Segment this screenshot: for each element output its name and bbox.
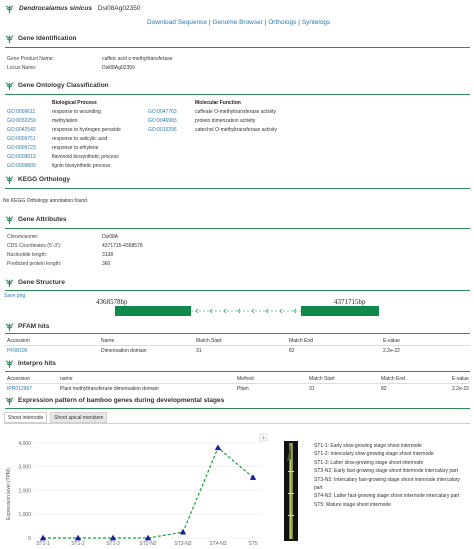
kegg-leaf-icon — [5, 175, 14, 186]
gene-product-value: caffeic acid o-methyltransferase — [102, 56, 173, 62]
orthologs-link[interactable]: Orthologs — [268, 19, 297, 26]
interpro-end-cell: 82 — [381, 386, 387, 392]
nucleotide-length-label: Nucleotide length: — [7, 252, 48, 258]
attributes-title: Gene Attributes — [18, 216, 67, 223]
link-separator: | — [298, 19, 300, 26]
interpro-evalue-cell: 2.2e-22 — [452, 386, 469, 392]
go-bp-id-link[interactable]: GO:0032259 — [7, 118, 36, 124]
y-tick-label: 1,000 — [18, 512, 31, 519]
pfam-evalue-cell: 2.2e-22 — [383, 348, 400, 354]
go-mf-term: protein dimerization activity — [195, 118, 256, 124]
table-divider — [5, 383, 470, 384]
go-bp-term: response to ethylene — [52, 145, 99, 151]
x-tick-label: ST3-N2 — [174, 541, 192, 547]
protein-length-label: Predicted protein length: — [7, 261, 62, 267]
x-tick-label: ST2-N2 — [139, 541, 157, 547]
go-bp-id-link[interactable]: GO:0009611 — [7, 109, 36, 115]
legend-item: ST1-2: Intercalary slow-growing stage shoot internode — [314, 451, 434, 458]
legend-item: ST3-N2: Early fast-growing stage shoot internode intercalary part — [314, 468, 458, 475]
bp-header: Biological Process — [52, 100, 97, 106]
chart-grid — [34, 443, 262, 538]
x-tick-label: ST1-2 — [71, 541, 85, 547]
go-mf-id-link[interactable]: GO:0046983 — [148, 118, 177, 124]
go-bp-id-link[interactable]: GO:0009751 — [7, 136, 36, 142]
pfam-start-cell: 31 — [196, 348, 202, 354]
data-point-marker[interactable] — [180, 529, 186, 535]
interpro-accession-link[interactable]: IPR012967 — [7, 386, 33, 392]
pfam-title: PFAM hits — [18, 323, 50, 330]
exon-1 — [115, 306, 191, 316]
x-tick-label: ST1-3 — [106, 541, 120, 547]
header-leaf-icon — [5, 4, 14, 15]
pfam-col-accession: Accession — [7, 338, 30, 344]
legend-item: part — [314, 485, 323, 492]
go-mf-id-link[interactable]: GO:0016206 — [148, 127, 177, 133]
data-point-marker[interactable] — [215, 445, 221, 451]
interpro-title: Interpro hits — [18, 360, 56, 367]
legend-item: ST1-1: Early slow-growing stage shoot internode — [314, 443, 422, 449]
interpro-start-cell: 31 — [309, 386, 315, 392]
section-divider — [5, 333, 470, 334]
link-separator: | — [208, 19, 211, 26]
go-title: Gene Ontology Classification — [18, 82, 109, 89]
interpro-col-name: name — [60, 376, 73, 382]
gene-identification-title: Gene Identification — [18, 35, 77, 42]
go-bp-term: response to wounding — [52, 109, 101, 115]
structure-end-label: 4371715bp — [334, 298, 366, 306]
page-title — [19, 5, 140, 12]
tab-underline — [4, 423, 470, 424]
go-mf-term: caffeate O-methyltransferase activity — [195, 109, 277, 115]
header-links — [147, 19, 330, 26]
cds-coordinates-value: 4371715-4368578 — [102, 243, 143, 249]
gene-id: Dsi08Ag02350 — [97, 5, 141, 12]
series-line — [43, 448, 253, 538]
legend-item: ST3-N2: Intercalary fast-growing stage shoot internode intercalary — [314, 476, 460, 483]
go-bp-id-link[interactable]: GO:0009813 — [7, 154, 36, 160]
chromosome-value: Dsi08A — [102, 234, 119, 240]
interpro-col-evalue: E-value — [452, 376, 469, 382]
download-sequence-link[interactable]: Download Sequence — [147, 19, 207, 26]
section-divider — [5, 94, 470, 95]
table-divider — [5, 345, 470, 346]
go-leaf-icon — [5, 81, 14, 92]
y-tick-label: 2,000 — [18, 488, 31, 495]
y-tick-label: 3,000 — [18, 464, 31, 471]
structure-title: Gene Structure — [18, 279, 65, 286]
go-mf-term: catechol O-methyltransferase activity — [195, 127, 277, 133]
legend-item: ST4-N2: Latter fast-growing stage shoot internode intercalary part — [314, 493, 460, 500]
link-separator: | — [264, 19, 267, 26]
x-tick-label: ST4-N2 — [209, 541, 227, 547]
gene-identification-leaf-icon — [5, 34, 14, 45]
go-bp-id-link[interactable]: GO:0009809 — [7, 163, 36, 169]
kegg-empty-text: No KEGG Orthology annotation found. — [3, 198, 89, 204]
tab-shoot-internode[interactable]: Shoot internode — [4, 412, 47, 423]
locus-name-value: Dsi08Ag02350 — [102, 65, 135, 71]
section-divider — [5, 408, 470, 409]
interpro-col-match-start: Match Start — [309, 376, 335, 382]
legend-item: ST5: Mature stage shoot internode — [314, 501, 391, 508]
interpro-col-accession: Accession — [7, 376, 30, 382]
nucleotide-length-value: 3138 — [102, 252, 114, 258]
y-axis-label: Expression level (TPM) — [6, 468, 12, 520]
cds-coordinates-label: CDS Coordinates (5'-3'): — [7, 243, 62, 249]
pfam-name-cell: Dimerisation domain — [101, 348, 147, 354]
expression-title: Expression pattern of bamboo genes during developmental stages — [18, 397, 225, 404]
x-tick-label: ST1-1 — [36, 541, 50, 547]
interpro-method-cell: Pfam — [237, 386, 249, 392]
series-markers — [40, 445, 256, 541]
genome-browser-link[interactable]: Genome Browser — [212, 19, 263, 26]
pfam-col-name: Name — [101, 338, 115, 344]
expression-leaf-icon — [5, 396, 14, 407]
pfam-accession-link[interactable]: PF08100 — [7, 348, 28, 354]
exon-2 — [301, 306, 379, 316]
go-bp-id-link[interactable]: GO:0042542 — [7, 127, 36, 133]
data-point-marker[interactable] — [250, 474, 256, 480]
interpro-name-cell: Plant methyltransferase dimerisation domain — [60, 386, 159, 392]
section-divider — [5, 47, 470, 48]
structure-start-label: 4368578bp — [96, 298, 128, 306]
pfam-leaf-icon — [5, 322, 14, 333]
interpro-col-match-end: Match End — [381, 376, 405, 382]
bamboo-photo — [284, 441, 298, 541]
tab-shoot-apical-meristem[interactable]: Shoot apical meristem — [50, 412, 107, 423]
gene-product-label: Gene Product Name: — [7, 56, 54, 62]
structure-leaf-icon — [5, 278, 14, 289]
gene-structure-diagram — [0, 300, 474, 320]
export-menu-icon[interactable] — [260, 434, 267, 441]
go-mf-id-link[interactable]: GO:0047763 — [148, 109, 177, 115]
go-bp-term: methylation — [52, 118, 78, 124]
interpro-leaf-icon — [5, 359, 14, 370]
mf-header: Molecular Function — [195, 100, 241, 106]
pfam-col-evalue: E-value — [383, 338, 400, 344]
interpro-col-method: Method — [237, 376, 254, 382]
go-bp-id-link[interactable]: GO:0009723 — [7, 145, 36, 151]
x-tick-label: ST5 — [248, 541, 258, 547]
y-tick-label: 0 — [28, 535, 31, 542]
pfam-end-cell: 82 — [289, 348, 295, 354]
go-bp-term: response to hydrogen peroxide — [52, 127, 121, 133]
y-tick-label: 4,000 — [18, 440, 31, 447]
syntelogs-link[interactable]: Syntelogs — [301, 19, 331, 26]
save-png-link[interactable]: Save png — [4, 293, 26, 299]
section-divider — [5, 290, 470, 291]
protein-length-value: 360 — [102, 261, 111, 267]
pfam-col-match-end: Match End — [289, 338, 313, 344]
go-bp-term: response to salicylic acid — [52, 136, 108, 142]
locus-name-label: Locus Name: — [7, 65, 37, 71]
y-axis-ticks — [18, 441, 31, 542]
stage-legend — [314, 442, 460, 509]
legend-item: ST1-3: Latter slow-growing stage shoot internode — [314, 459, 424, 466]
section-divider — [5, 188, 470, 189]
chromosome-label: Chromosome: — [7, 234, 39, 240]
section-divider — [5, 228, 470, 229]
kegg-title: KEGG Orthology — [18, 176, 70, 183]
go-bp-term: flavonoid biosynthetic process — [52, 154, 119, 160]
attributes-leaf-icon — [5, 215, 14, 226]
section-divider — [5, 371, 470, 372]
pfam-col-match-start: Match Start — [196, 338, 222, 344]
expression-chart — [0, 428, 280, 549]
go-bp-term: lignin biosynthetic process — [52, 163, 111, 169]
species-name: Dendrocalamus sinicus — [19, 5, 92, 12]
x-axis-ticks — [36, 541, 258, 547]
